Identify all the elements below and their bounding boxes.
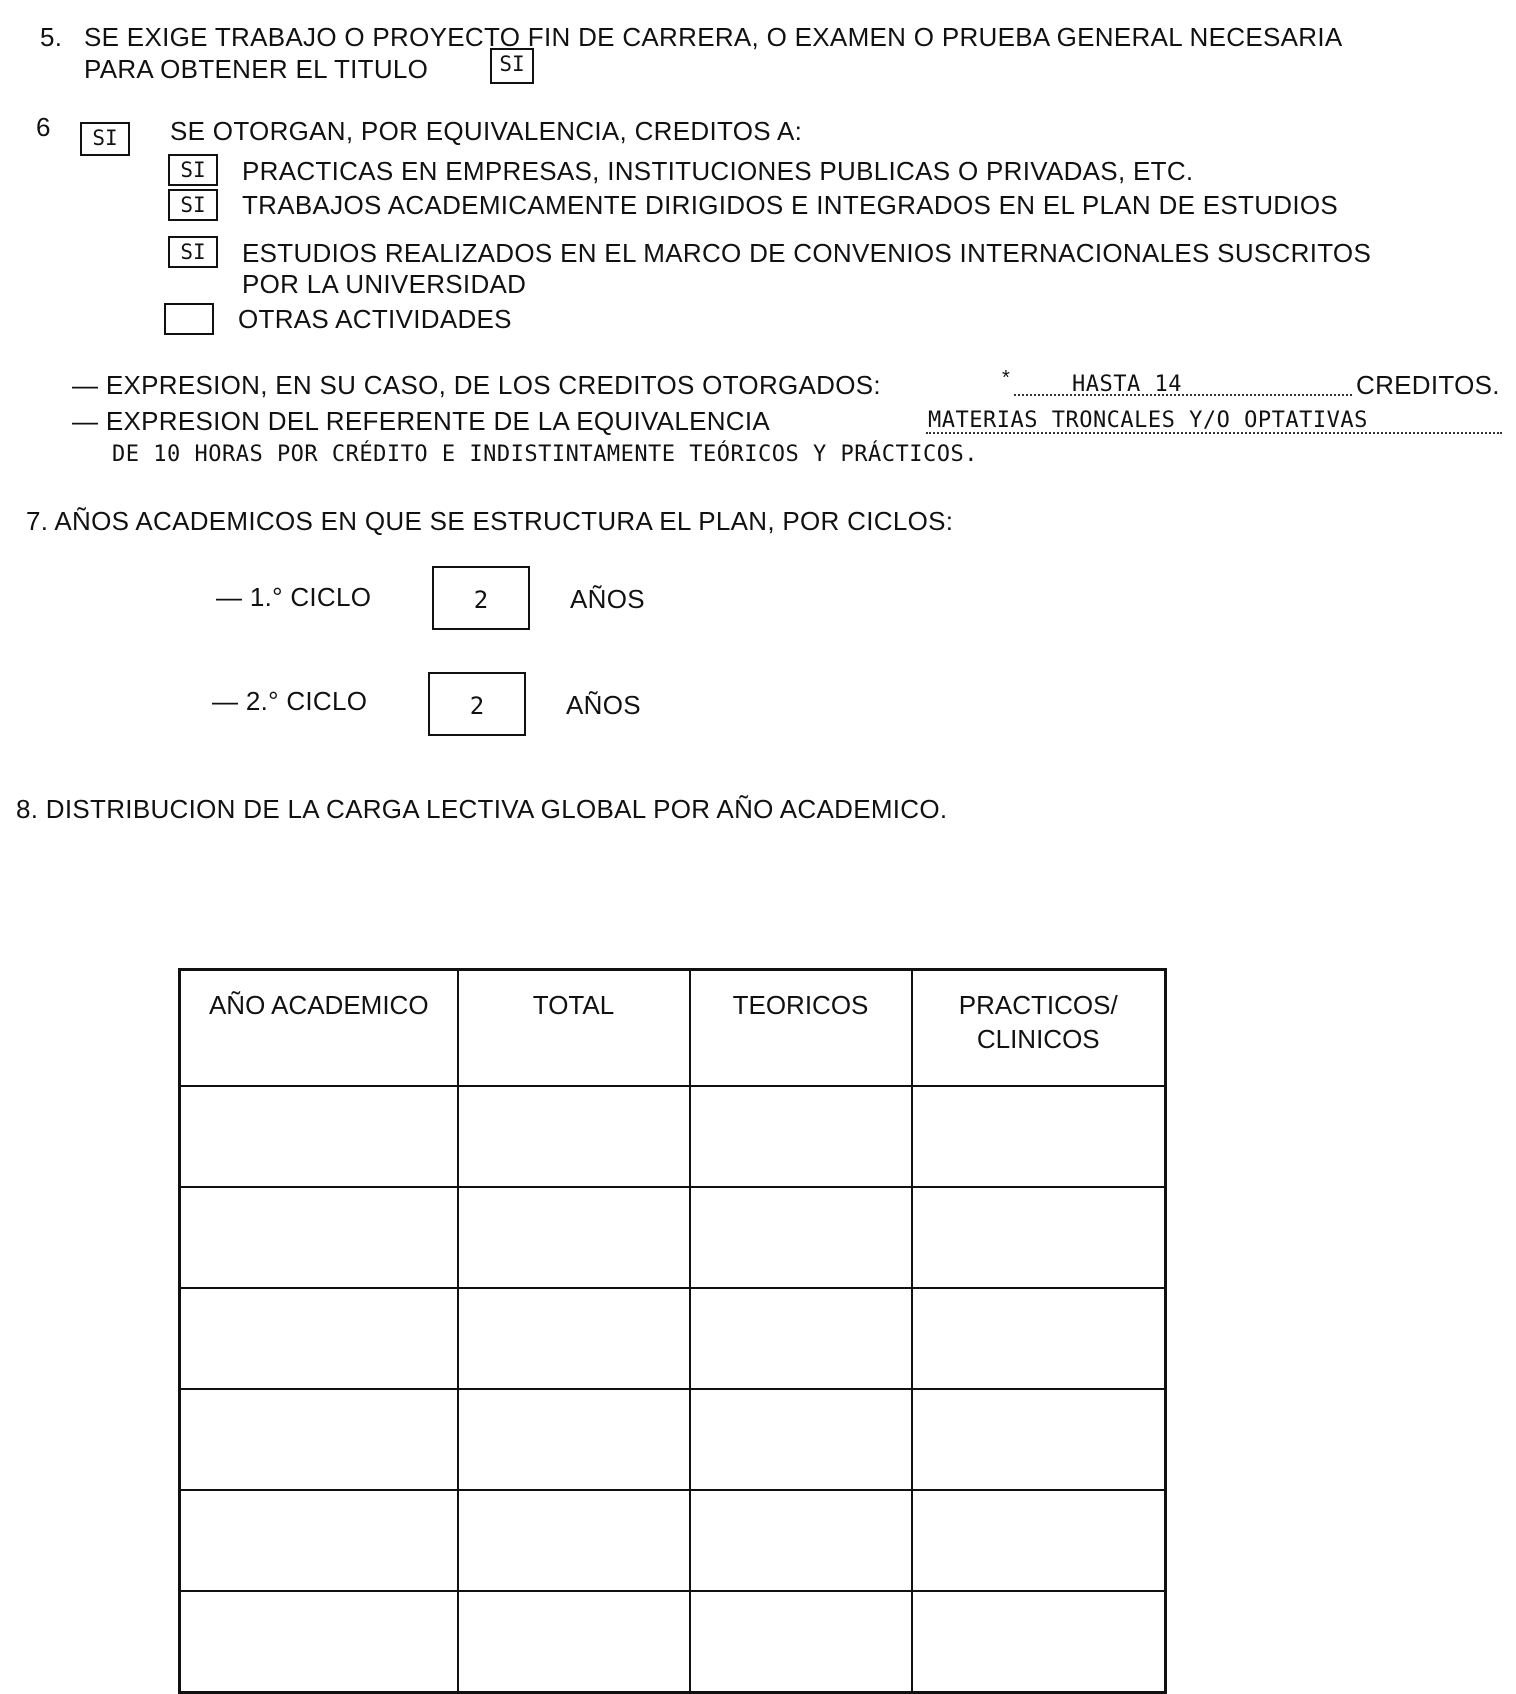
cycle2-years-box[interactable]: 2 — [428, 672, 526, 736]
item5-answer-box[interactable]: SI — [490, 48, 534, 84]
table-row — [180, 1086, 1166, 1187]
column-header-practicos: PRACTICOS/ CLINICOS — [912, 970, 1166, 1087]
option-checkbox-estudios[interactable]: SI — [168, 236, 218, 268]
column-header-ano-academico: AÑO ACADEMICO — [180, 970, 458, 1087]
credits-value[interactable]: HASTA 14 — [1072, 372, 1182, 397]
table-cell[interactable] — [690, 1288, 912, 1389]
option-label-trabajos: TRABAJOS ACADEMICAMENTE DIRIGIDOS E INTEGRADOS EN EL PLAN DE ESTUDIOS — [242, 190, 1339, 220]
item6-number: 6 — [36, 112, 51, 142]
option-label-estudios: ESTUDIOS REALIZADOS EN EL MARCO DE CONVENIOS INTERNACIONALES SUSCRITOS — [242, 238, 1372, 268]
table-cell[interactable] — [690, 1086, 912, 1187]
option-checkbox-otras[interactable] — [164, 303, 214, 335]
cycle2-label: — 2.° CICLO — [212, 686, 368, 716]
table-cell[interactable] — [458, 1389, 690, 1490]
table-cell[interactable] — [180, 1591, 458, 1693]
option-checkbox-practicas[interactable]: SI — [168, 154, 218, 186]
table-cell[interactable] — [690, 1389, 912, 1490]
table-cell[interactable] — [690, 1187, 912, 1288]
table-cell[interactable] — [690, 1591, 912, 1693]
table-row — [180, 1490, 1166, 1591]
item6-heading: SE OTORGAN, POR EQUIVALENCIA, CREDITOS A: — [170, 116, 803, 146]
column-header-total: TOTAL — [458, 970, 690, 1087]
item7-heading: 7. AÑOS ACADEMICOS EN QUE SE ESTRUCTURA EL PLAN, POR CICLOS: — [26, 506, 954, 536]
table-cell[interactable] — [180, 1187, 458, 1288]
table-cell[interactable] — [912, 1086, 1166, 1187]
cycle1-years-box[interactable]: 2 — [432, 566, 530, 630]
table-row — [180, 1187, 1166, 1288]
table-cell[interactable] — [458, 1591, 690, 1693]
item5-question-line1: SE EXIGE TRABAJO O PROYECTO FIN DE CARRERA, O EXAMEN O PRUEBA GENERAL NECESARIA — [84, 22, 1343, 52]
table-header-row — [180, 970, 1166, 1087]
carga-lectiva-table — [178, 968, 1167, 1694]
item8-heading: 8. DISTRIBUCION DE LA CARGA LECTIVA GLOBAL POR AÑO ACADEMICO. — [16, 794, 948, 824]
cycle1-unit: AÑOS — [570, 584, 645, 614]
table-cell[interactable] — [180, 1086, 458, 1187]
table-cell[interactable] — [912, 1490, 1166, 1591]
referent-label: — EXPRESION DEL REFERENTE DE LA EQUIVALENCIA — [72, 406, 771, 436]
table-cell[interactable] — [180, 1389, 458, 1490]
item6-answer-box[interactable]: SI — [80, 122, 130, 156]
table-cell[interactable] — [458, 1490, 690, 1591]
table-cell[interactable] — [180, 1490, 458, 1591]
option-checkbox-trabajos[interactable]: SI — [168, 189, 218, 221]
table-cell[interactable] — [912, 1288, 1166, 1389]
table-cell[interactable] — [458, 1086, 690, 1187]
credits-asterisk: * — [1002, 367, 1011, 389]
table-cell[interactable] — [912, 1591, 1166, 1693]
table-cell[interactable] — [690, 1490, 912, 1591]
referent-value-cont: DE 10 HORAS POR CRÉDITO E INDISTINTAMENTE TEÓRICOS Y PRÁCTICOS. — [112, 442, 978, 467]
cycle1-label: — 1.° CICLO — [216, 582, 372, 612]
table-row — [180, 1591, 1166, 1693]
referent-value[interactable]: MATERIAS TRONCALES Y/O OPTATIVAS — [928, 408, 1368, 433]
table-cell[interactable] — [912, 1389, 1166, 1490]
table-cell[interactable] — [458, 1288, 690, 1389]
table-cell[interactable] — [458, 1187, 690, 1288]
item5-number: 5. — [40, 22, 63, 52]
credits-unit: CREDITOS. — [1356, 370, 1500, 400]
table-cell[interactable] — [912, 1187, 1166, 1288]
table-row — [180, 1389, 1166, 1490]
table-cell[interactable] — [180, 1288, 458, 1389]
cycle2-unit: AÑOS — [566, 690, 641, 720]
credits-label: — EXPRESION, EN SU CASO, DE LOS CREDITOS OTORGADOS: — [72, 370, 881, 400]
credits-fill-line — [1014, 394, 1352, 396]
item5-question-line2: PARA OBTENER EL TITULO — [84, 54, 429, 84]
option-label-estudios-cont: POR LA UNIVERSIDAD — [242, 269, 527, 299]
option-label-practicas: PRACTICAS EN EMPRESAS, INSTITUCIONES PUBLICAS O PRIVADAS, ETC. — [242, 156, 1194, 186]
option-label-otras: OTRAS ACTIVIDADES — [238, 304, 512, 334]
table-row — [180, 1288, 1166, 1389]
column-header-teoricos: TEORICOS — [690, 970, 912, 1087]
